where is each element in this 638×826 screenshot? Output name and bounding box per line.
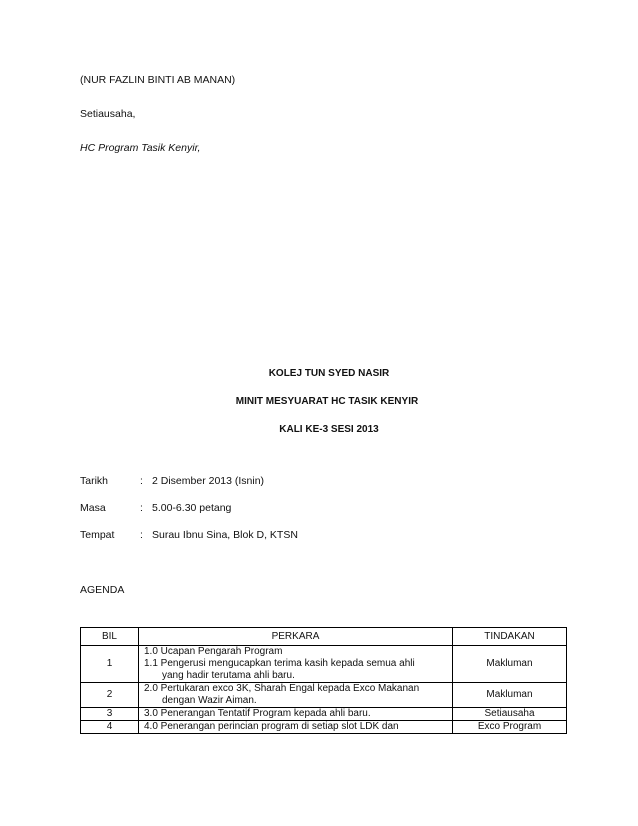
header-bil: BIL bbox=[81, 628, 139, 646]
meeting-time-row bbox=[80, 502, 231, 514]
signature-organization: HC Program Tasik Kenyir, bbox=[80, 142, 201, 154]
header-college: KOLEJ TUN SYED NASIR bbox=[268, 368, 390, 379]
signature-role: Setiausaha, bbox=[80, 108, 136, 120]
table-row bbox=[81, 646, 567, 683]
signature-name: (NUR FAZLIN BINTI AB MANAN) bbox=[80, 74, 236, 86]
row-perkara bbox=[139, 646, 453, 683]
row-perkara bbox=[139, 721, 453, 734]
perkara-line: 1.1 Pengerusi mengucapkan terima kasih kepada semua ahli bbox=[144, 658, 415, 669]
perkara-line: 1.0 Ucapan Pengarah Program bbox=[144, 646, 283, 657]
meeting-venue-row bbox=[80, 529, 298, 541]
perkara-line: 3.0 Penerangan Tentatif Program kepada ahli baru. bbox=[144, 708, 371, 719]
date-value: 2 Disember 2013 (Isnin) bbox=[152, 475, 265, 487]
header-perkara: PERKARA bbox=[139, 628, 453, 646]
row-tindakan: Setiausaha bbox=[453, 708, 567, 721]
meeting-date-row bbox=[80, 475, 264, 487]
table-row bbox=[81, 683, 567, 708]
table-row bbox=[81, 721, 567, 734]
row-bil: 3 bbox=[81, 708, 139, 721]
time-value: 5.00-6.30 petang bbox=[152, 502, 232, 514]
row-tindakan: Makluman bbox=[453, 683, 567, 708]
venue-label: Tempat bbox=[80, 529, 115, 541]
row-perkara bbox=[139, 708, 453, 721]
time-separator: : bbox=[140, 502, 143, 514]
row-bil: 1 bbox=[81, 646, 139, 683]
perkara-line: yang hadir terutama ahli baru. bbox=[162, 670, 295, 681]
perkara-line: 2.0 Pertukaran exco 3K, Sharah Engal kepada Exco Makanan bbox=[144, 683, 420, 694]
date-separator: : bbox=[140, 475, 143, 487]
header-tindakan: TINDAKAN bbox=[453, 628, 567, 646]
date-label: Tarikh bbox=[80, 475, 109, 487]
row-tindakan: Exco Program bbox=[453, 721, 567, 734]
agenda-heading: AGENDA bbox=[80, 584, 125, 596]
row-perkara bbox=[139, 683, 453, 708]
time-label: Masa bbox=[80, 502, 106, 514]
header-session: KALI KE-3 SESI 2013 bbox=[279, 424, 379, 435]
row-bil: 2 bbox=[81, 683, 139, 708]
venue-separator: : bbox=[140, 529, 143, 541]
venue-value: Surau Ibnu Sina, Blok D, KTSN bbox=[152, 529, 298, 541]
table-header-row bbox=[81, 628, 567, 646]
perkara-line: 4.0 Penerangan perincian program di setiap slot LDK dan bbox=[144, 721, 399, 732]
agenda-table bbox=[80, 627, 567, 734]
table-row bbox=[81, 708, 567, 721]
perkara-line: dengan Wazir Aiman. bbox=[162, 695, 257, 706]
row-bil: 4 bbox=[81, 721, 139, 734]
header-minutes-title: MINIT MESYUARAT HC TASIK KENYIR bbox=[235, 396, 419, 407]
row-tindakan: Makluman bbox=[453, 646, 567, 683]
